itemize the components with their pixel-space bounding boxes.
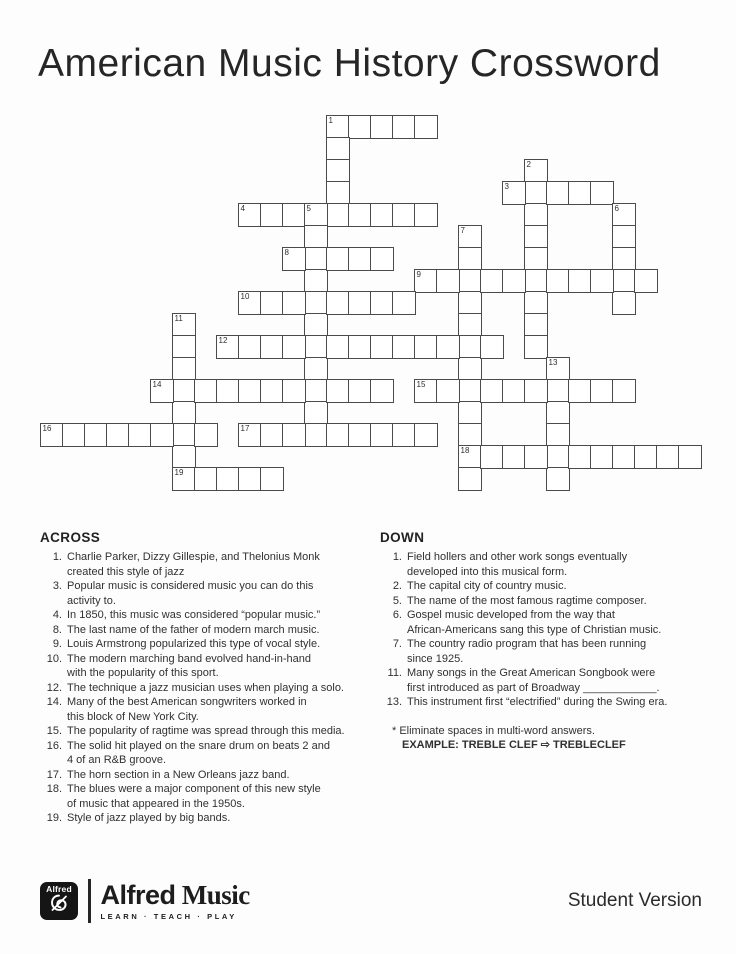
grid-cell bbox=[656, 445, 680, 469]
clue-number: 10. bbox=[46, 652, 62, 665]
grid-cell bbox=[128, 423, 152, 447]
grid-cell bbox=[568, 181, 592, 205]
grid-cell bbox=[392, 115, 416, 139]
alfred-logo-text: Alfred bbox=[46, 884, 72, 894]
grid-cell bbox=[194, 467, 218, 491]
grid-cell bbox=[304, 247, 328, 271]
grid-cell bbox=[546, 269, 570, 293]
grid-cell bbox=[304, 379, 328, 403]
grid-cell bbox=[282, 335, 306, 359]
grid-cell bbox=[62, 423, 86, 447]
clue-number: 6. bbox=[392, 609, 402, 621]
clue-number: 4. bbox=[52, 609, 62, 621]
clue-item bbox=[40, 637, 380, 652]
clue-section bbox=[40, 530, 702, 826]
clue-number: 5. bbox=[392, 594, 402, 607]
grid-cell bbox=[370, 247, 394, 271]
grid-cell bbox=[304, 225, 328, 249]
clef-swirl-icon bbox=[49, 894, 69, 912]
grid-cell bbox=[458, 379, 482, 403]
down-clue-list bbox=[380, 550, 702, 710]
grid-cell bbox=[348, 291, 372, 315]
version-label: Student Version bbox=[567, 890, 702, 911]
grid-cell bbox=[326, 335, 350, 359]
clue-item bbox=[380, 550, 702, 579]
grid-cell bbox=[194, 423, 218, 447]
grid-cell bbox=[260, 379, 284, 403]
down-heading: DOWN bbox=[380, 530, 425, 545]
clue-text: Louis Armstrong popularized this type of vocal style. bbox=[67, 638, 321, 650]
grid-cell bbox=[678, 445, 702, 469]
grid-cell bbox=[436, 269, 460, 293]
clue-item bbox=[40, 623, 380, 638]
cell-number: 19 bbox=[174, 468, 184, 477]
clue-item bbox=[380, 579, 702, 594]
clue-number: 11. bbox=[387, 667, 402, 679]
footer-divider bbox=[88, 879, 91, 923]
cell-number: 12 bbox=[218, 336, 228, 345]
clue-number: 7. bbox=[392, 638, 402, 650]
grid-cell bbox=[260, 291, 284, 315]
clue-item bbox=[40, 608, 380, 623]
brand-name-sans: Alfred bbox=[100, 879, 176, 910]
grid-cell bbox=[326, 379, 350, 403]
grid-cell bbox=[480, 445, 504, 469]
clue-text: The blues were a major component of this new style of music that appeared in the 1950s. bbox=[67, 783, 321, 810]
clue-text: Gospel music developed from the way that African-Americans sang this type of Christian music. bbox=[407, 609, 662, 636]
grid-cell bbox=[480, 379, 504, 403]
grid-cell bbox=[414, 423, 438, 447]
clue-text: The name of the most famous ragtime composer. bbox=[407, 594, 647, 607]
clue-text: The modern marching band evolved hand-in-hand with the popularity of this sport. bbox=[67, 652, 311, 679]
clue-number: 3. bbox=[52, 580, 62, 592]
grid-cell bbox=[634, 269, 658, 293]
grid-cell bbox=[524, 247, 548, 271]
clue-number: 14. bbox=[46, 696, 62, 708]
cell-number: 14 bbox=[152, 380, 162, 389]
grid-cell bbox=[568, 379, 592, 403]
clue-text: The last name of the father of modern march music. bbox=[67, 623, 320, 636]
grid-cell bbox=[524, 181, 548, 205]
grid-cell bbox=[238, 379, 262, 403]
grid-cell bbox=[524, 225, 548, 249]
clue-number: 9. bbox=[52, 638, 62, 650]
grid-cell bbox=[414, 335, 438, 359]
crossword-grid bbox=[40, 115, 702, 491]
grid-cell bbox=[458, 423, 482, 447]
grid-cell bbox=[590, 269, 614, 293]
across-heading: ACROSS bbox=[40, 530, 101, 545]
grid-cell bbox=[458, 291, 482, 315]
example-text: EXAMPLE: TREBLE CLEF ⇨ TREBLECLEF bbox=[402, 739, 626, 751]
grid-cell bbox=[546, 379, 570, 403]
clue-text: The popularity of ragtime was spread through this media. bbox=[67, 725, 345, 737]
cell-number: 16 bbox=[42, 424, 52, 433]
page-title: American Music History Crossword bbox=[38, 42, 661, 85]
grid-cell bbox=[502, 269, 526, 293]
grid-cell bbox=[436, 379, 460, 403]
clue-item bbox=[40, 652, 380, 681]
grid-cell bbox=[238, 335, 262, 359]
grid-cell bbox=[260, 203, 284, 227]
grid-cell bbox=[590, 379, 614, 403]
clue-number: 17. bbox=[46, 768, 62, 781]
grid-cell bbox=[304, 313, 328, 337]
grid-cell bbox=[458, 401, 482, 425]
clue-item bbox=[40, 739, 380, 768]
grid-cell bbox=[84, 423, 108, 447]
grid-cell bbox=[282, 291, 306, 315]
grid-cell bbox=[590, 445, 614, 469]
grid-cell bbox=[612, 445, 636, 469]
grid-cell bbox=[282, 203, 306, 227]
brand-block bbox=[100, 879, 250, 921]
grid-cell bbox=[326, 247, 350, 271]
clue-item bbox=[40, 695, 380, 724]
cell-number: 10 bbox=[240, 292, 250, 301]
grid-cell bbox=[216, 467, 240, 491]
grid-cell bbox=[172, 401, 196, 425]
clue-text: The technique a jazz musician uses when playing a solo. bbox=[67, 681, 344, 694]
clue-text: In 1850, this music was considered “popular music.” bbox=[67, 609, 321, 621]
clue-number: 19. bbox=[46, 812, 62, 824]
cell-number: 13 bbox=[548, 358, 558, 367]
grid-cell bbox=[348, 115, 372, 139]
cell-number: 15 bbox=[416, 380, 426, 389]
grid-cell bbox=[326, 203, 350, 227]
grid-cell bbox=[568, 445, 592, 469]
alfred-logo bbox=[40, 882, 78, 920]
grid-cell bbox=[458, 313, 482, 337]
clue-number: 12. bbox=[46, 681, 62, 694]
grid-cell bbox=[524, 379, 548, 403]
grid-cell bbox=[282, 379, 306, 403]
grid-cell bbox=[172, 335, 196, 359]
clue-text: This instrument first “electrified” during the Swing era. bbox=[407, 696, 668, 708]
grid-cell bbox=[546, 445, 570, 469]
grid-cell bbox=[304, 291, 328, 315]
clue-text: The country radio program that has been running since 1925. bbox=[407, 638, 647, 665]
grid-cell bbox=[260, 467, 284, 491]
grid-cell bbox=[392, 335, 416, 359]
grid-cell bbox=[304, 423, 328, 447]
clue-item bbox=[40, 811, 380, 826]
clue-item bbox=[40, 579, 380, 608]
grid-cell bbox=[612, 291, 636, 315]
grid-cell bbox=[238, 467, 262, 491]
clue-text: The capital city of country music. bbox=[407, 580, 567, 592]
grid-cell bbox=[524, 269, 548, 293]
grid-cell bbox=[392, 203, 416, 227]
grid-cell bbox=[326, 423, 350, 447]
grid-cell bbox=[370, 291, 394, 315]
grid-cell bbox=[612, 247, 636, 271]
cell-number: 5 bbox=[306, 204, 311, 213]
grid-cell bbox=[348, 423, 372, 447]
clue-text: Charlie Parker, Dizzy Gillespie, and Thelonius Monk created this style of jazz bbox=[67, 551, 320, 578]
grid-cell bbox=[150, 423, 174, 447]
grid-cell bbox=[172, 423, 196, 447]
grid-cell bbox=[458, 335, 482, 359]
grid-cell bbox=[304, 335, 328, 359]
grid-cell bbox=[414, 115, 438, 139]
grid-cell bbox=[370, 203, 394, 227]
clue-item bbox=[40, 550, 380, 579]
clue-number: 8. bbox=[52, 623, 62, 636]
down-column bbox=[380, 530, 702, 826]
clue-item bbox=[40, 768, 380, 783]
clue-number: 13. bbox=[386, 696, 402, 708]
grid-cell bbox=[260, 423, 284, 447]
grid-cell bbox=[502, 445, 526, 469]
grid-cell bbox=[326, 181, 350, 205]
grid-cell bbox=[260, 335, 284, 359]
grid-cell bbox=[370, 423, 394, 447]
clue-number: 18. bbox=[46, 783, 62, 795]
grid-cell bbox=[524, 291, 548, 315]
grid-cell bbox=[546, 467, 570, 491]
grid-cell bbox=[436, 335, 460, 359]
grid-cell bbox=[172, 357, 196, 381]
clue-item bbox=[380, 666, 702, 695]
clue-text: Style of jazz played by big bands. bbox=[67, 812, 231, 824]
cell-number: 7 bbox=[460, 226, 465, 235]
grid-cell bbox=[524, 445, 548, 469]
grid-cell bbox=[282, 423, 306, 447]
grid-cell bbox=[304, 401, 328, 425]
grid-cell bbox=[326, 137, 350, 161]
grid-cell bbox=[612, 225, 636, 249]
grid-cell bbox=[370, 335, 394, 359]
clue-item bbox=[380, 637, 702, 666]
brand-name-serif: Music bbox=[175, 879, 250, 910]
cell-number: 2 bbox=[526, 160, 531, 169]
grid-cell bbox=[172, 445, 196, 469]
grid-cell bbox=[326, 159, 350, 183]
clue-text: The horn section in a New Orleans jazz band. bbox=[67, 768, 290, 781]
clue-text: Field hollers and other work songs eventually developed into this musical form. bbox=[407, 551, 628, 578]
grid-cell bbox=[612, 379, 636, 403]
grid-cell bbox=[458, 357, 482, 381]
grid-cell bbox=[370, 115, 394, 139]
grid-cell bbox=[524, 335, 548, 359]
cell-number: 4 bbox=[240, 204, 245, 213]
note-text: * Eliminate spaces in multi-word answers. bbox=[392, 724, 595, 737]
cell-number: 3 bbox=[504, 182, 509, 191]
grid-cell bbox=[392, 423, 416, 447]
grid-cell bbox=[458, 269, 482, 293]
grid-cell bbox=[348, 247, 372, 271]
grid-cell bbox=[370, 379, 394, 403]
grid-cell bbox=[546, 423, 570, 447]
grid-cell bbox=[546, 401, 570, 425]
clue-item bbox=[40, 782, 380, 811]
clue-item bbox=[40, 681, 380, 696]
grid-cell bbox=[392, 291, 416, 315]
grid-cell bbox=[326, 291, 350, 315]
grid-cell bbox=[458, 247, 482, 271]
grid-cell bbox=[414, 203, 438, 227]
clue-text: Popular music is considered music you can do this activity to. bbox=[67, 580, 314, 607]
clue-item bbox=[380, 695, 702, 710]
grid-cell bbox=[634, 445, 658, 469]
grid-cell bbox=[348, 335, 372, 359]
clue-number: 2. bbox=[392, 580, 402, 592]
footer bbox=[40, 879, 702, 923]
clue-number: 1. bbox=[52, 551, 62, 563]
cell-number: 9 bbox=[416, 270, 421, 279]
clue-item bbox=[380, 594, 702, 609]
grid-cell bbox=[502, 379, 526, 403]
clue-number: 16. bbox=[46, 739, 62, 752]
grid-cell bbox=[524, 313, 548, 337]
cell-number: 8 bbox=[284, 248, 289, 257]
clue-number: 1. bbox=[392, 551, 402, 563]
clue-item bbox=[40, 724, 380, 739]
cell-number: 11 bbox=[174, 314, 183, 323]
across-clue-list bbox=[40, 550, 380, 826]
instruction-note bbox=[380, 724, 702, 753]
grid-cell bbox=[458, 467, 482, 491]
across-column bbox=[40, 530, 380, 826]
grid-cell bbox=[590, 181, 614, 205]
clue-item bbox=[380, 608, 702, 637]
grid-cell bbox=[546, 181, 570, 205]
cell-number: 6 bbox=[614, 204, 619, 213]
grid-cell bbox=[524, 203, 548, 227]
clue-number: 15. bbox=[46, 725, 62, 737]
grid-cell bbox=[106, 423, 130, 447]
grid-cell bbox=[348, 379, 372, 403]
cell-number: 1 bbox=[328, 116, 333, 125]
clue-text: Many songs in the Great American Songbook were first introduced as part of Broadway ____________. bbox=[407, 667, 660, 694]
clue-text: The solid hit played on the snare drum on beats 2 and 4 of an R&B groove. bbox=[67, 739, 330, 766]
cell-number: 18 bbox=[460, 446, 470, 455]
grid-cell bbox=[216, 379, 240, 403]
grid-cell bbox=[348, 203, 372, 227]
grid-cell bbox=[304, 357, 328, 381]
grid-cell bbox=[612, 269, 636, 293]
grid-cell bbox=[172, 379, 196, 403]
grid-cell bbox=[568, 269, 592, 293]
grid-cell bbox=[480, 335, 504, 359]
grid-cell bbox=[480, 269, 504, 293]
brand-tagline: LEARN · TEACH · PLAY bbox=[100, 911, 237, 921]
grid-cell bbox=[194, 379, 218, 403]
clue-text: Many of the best American songwriters worked in this block of New York City. bbox=[67, 696, 307, 723]
grid-cell bbox=[304, 269, 328, 293]
cell-number: 17 bbox=[240, 424, 250, 433]
